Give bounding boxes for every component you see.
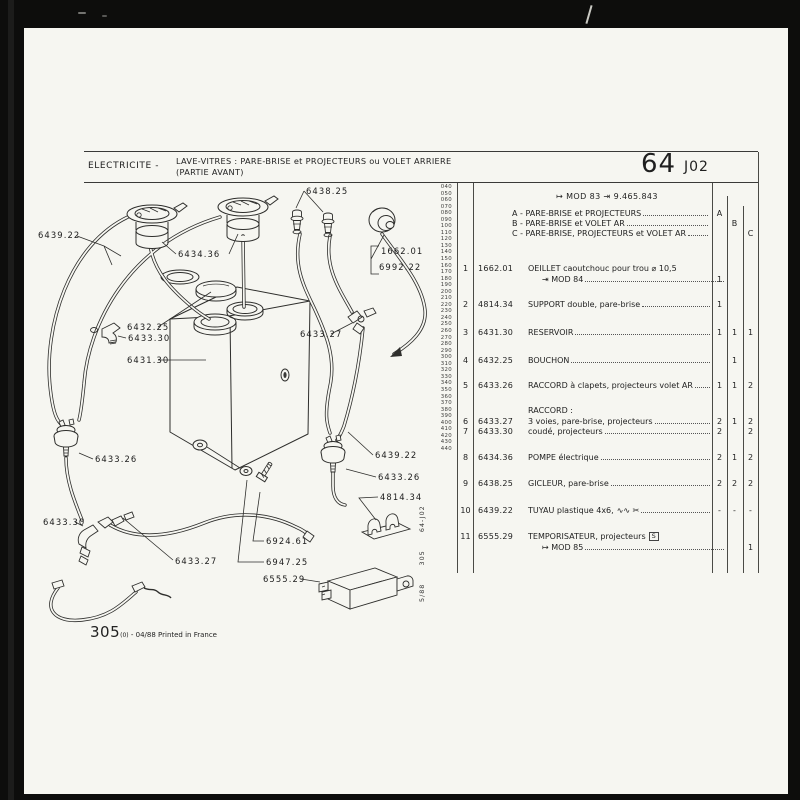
section-title: ELECTRICITE - (88, 161, 160, 171)
margin-number: 280 (440, 341, 452, 348)
film-speck (78, 12, 86, 14)
part-label: 6992.22 (379, 262, 422, 272)
mod-range: ↦ MOD 83 ⇥ 9.465.843 (556, 192, 658, 201)
doc-number: 305 (90, 623, 121, 641)
margin-number: 210 (440, 295, 452, 302)
margin-number: 440 (440, 445, 452, 452)
margin-number: 330 (440, 373, 452, 380)
part-label: 6433.30 (128, 333, 171, 343)
reservoir-part (170, 287, 310, 470)
part-label: 6432.25 (127, 322, 170, 332)
part-desc: POMPE électrique (528, 453, 599, 462)
film-scratch (585, 5, 592, 24)
row-number: 9 (462, 479, 469, 488)
washer-part (240, 467, 252, 476)
part-ref: 6434.36 (478, 453, 514, 462)
print-info: - 04/88 Printed in France (130, 631, 217, 639)
margin-number: 110 (440, 229, 452, 236)
row-number: 1 (462, 264, 469, 273)
margin-number: 300 (440, 354, 452, 361)
margin-number: 090 (440, 216, 452, 223)
margin-number: 320 (440, 367, 452, 374)
margin-number: 260 (440, 328, 452, 335)
margin-number: 400 (440, 419, 452, 426)
margin-number: 430 (440, 439, 452, 446)
part-desc: RESERVOIR (528, 328, 574, 337)
part-desc: OEILLET caoutchouc pour trou ⌀ 10,5 (528, 264, 677, 273)
part-label: 6439.22 (38, 230, 81, 240)
margin-number: 410 (440, 426, 452, 433)
doc-suffix: (0) (120, 632, 129, 639)
part-desc: TEMPORISATEUR, projecteurs (528, 532, 646, 541)
row-number: 3 (462, 328, 469, 337)
film-speck (102, 15, 107, 17)
row-number: 6 (462, 417, 469, 426)
part-label: 6431.30 (127, 355, 170, 365)
variant-a-label: A - PARE-BRISE et PROJECTEURS (512, 209, 642, 218)
col-header-c: C (747, 229, 754, 238)
valve-right (321, 435, 345, 472)
qty-c: 2 (747, 427, 754, 436)
catalog-page (24, 28, 788, 794)
margin-number: 120 (440, 236, 452, 243)
qty-c: 2 (747, 417, 754, 426)
margin-number: 200 (440, 288, 452, 295)
qty-a: 1 (716, 300, 723, 309)
margin-number: 290 (440, 347, 452, 354)
row-number: 7 (462, 427, 469, 436)
row-number: 4 (462, 356, 469, 365)
part-ref: 6433.26 (478, 381, 514, 390)
margin-number: 080 (440, 210, 452, 217)
washer-nozzle-right (322, 213, 334, 237)
part-label: 6434.36 (178, 249, 221, 259)
margin-number: 350 (440, 386, 452, 393)
part-label: 6438.25 (306, 186, 349, 196)
qty-a: - (718, 506, 721, 515)
part-label: 6555.29 (263, 574, 306, 584)
relay-part (319, 568, 413, 609)
part-ref: 6439.22 (478, 506, 514, 515)
margin-number: 230 (440, 308, 452, 315)
margin-number: 050 (440, 190, 452, 197)
direction-arrow (390, 347, 402, 357)
part-ref: 1662.01 (478, 264, 514, 273)
qty-b: 1 (731, 453, 738, 462)
margin-number: 380 (440, 406, 452, 413)
part-ref: 6433.30 (478, 427, 514, 436)
film-side-text: 5/88 305 64-J02 (418, 505, 426, 602)
film-edge (8, 0, 14, 800)
group-label: RACCORD : (528, 406, 573, 415)
margin-number: 240 (440, 314, 452, 321)
qty-b: 1 (731, 356, 738, 365)
qty-a: 1 (716, 275, 723, 284)
page-code: J02 (684, 159, 709, 175)
variant-b-label: B - PARE-BRISE et VOLET AR (512, 219, 625, 228)
valve-left (54, 419, 78, 456)
margin-number: 150 (440, 256, 452, 263)
qty-a: 1 (716, 328, 723, 337)
margin-number: 340 (440, 380, 452, 387)
qty-c: 1 (747, 543, 754, 552)
part-desc: RACCORD à clapets, projecteurs volet AR (528, 381, 693, 390)
qty-c: 1 (747, 328, 754, 337)
margin-number: 390 (440, 413, 452, 420)
qty-c: 2 (747, 479, 754, 488)
part-label: 6433.27 (175, 556, 218, 566)
exploded-diagram (24, 28, 788, 794)
qty-a: 2 (716, 427, 723, 436)
part-desc: coudé, projecteurs (528, 427, 603, 436)
part-label: 6439.22 (375, 450, 418, 460)
part-desc: TUYAU plastique 4x6, (528, 506, 614, 515)
part-ref: 6433.27 (478, 417, 514, 426)
qty-b: 1 (731, 381, 738, 390)
qty-a: 1 (716, 381, 723, 390)
margin-number: 070 (440, 203, 452, 210)
s-badge: S (649, 532, 659, 541)
col-header-b: B (731, 219, 738, 228)
part-label: 6433.30 (43, 517, 86, 527)
part-ref: 6438.25 (478, 479, 514, 488)
part-label: 6433.27 (300, 329, 343, 339)
part-ref: 6555.29 (478, 532, 514, 541)
part-desc: SUPPORT double, pare-brise (528, 300, 641, 309)
part-label: 6924.61 (266, 536, 309, 546)
row-number: 2 (462, 300, 469, 309)
part-label: 1662.01 (381, 246, 424, 256)
part-label: 4814.34 (380, 492, 423, 502)
col-header-a: A (716, 209, 723, 218)
margin-number: 100 (440, 223, 452, 230)
margin-number: 160 (440, 262, 452, 269)
margin-number: 220 (440, 301, 452, 308)
page-title-line1: LAVE-VITRES : PARE-BRISE et PROJECTEURS ou VOLET ARRIERE (176, 156, 452, 166)
qty-b: 2 (731, 479, 738, 488)
washer-nozzle-left (291, 210, 303, 234)
margin-number: 170 (440, 269, 452, 276)
variant-c-label: C - PARE-BRISE, PROJECTEURS et VOLET AR (512, 229, 687, 238)
page-number: 64 (641, 149, 677, 179)
screw-part (256, 460, 275, 482)
margin-number: 370 (440, 400, 452, 407)
row-number: 8 (462, 453, 469, 462)
margin-number: 250 (440, 321, 452, 328)
qty-c: 2 (747, 453, 754, 462)
part-ref: 6432.25 (478, 356, 514, 365)
mod-note: ⇥ MOD 84 (542, 275, 584, 284)
margin-number: 360 (440, 393, 452, 400)
pump-left (127, 203, 187, 249)
margin-number: 270 (440, 334, 452, 341)
grommet-part (369, 208, 395, 232)
part-label: 6433.26 (378, 472, 421, 482)
margin-number: 190 (440, 282, 452, 289)
qty-c: - (749, 506, 752, 515)
margin-number: 130 (440, 242, 452, 249)
margin-number: 180 (440, 275, 452, 282)
row-number: 11 (460, 532, 471, 541)
margin-number: 060 (440, 197, 452, 204)
margin-number: 420 (440, 432, 452, 439)
support-clip-part (362, 514, 410, 539)
mod-note: ↦ MOD 85 (542, 543, 584, 552)
margin-number: 140 (440, 249, 452, 256)
margin-number: 040 (440, 184, 452, 190)
page-title-line2: (PARTIE AVANT) (176, 167, 244, 177)
qty-c: 2 (747, 381, 754, 390)
row-number: 10 (460, 506, 471, 515)
qty-a: 2 (716, 479, 723, 488)
part-ref: 4814.34 (478, 300, 514, 309)
row-number: 5 (462, 381, 469, 390)
qty-b: 1 (731, 417, 738, 426)
qty-a: 2 (716, 417, 723, 426)
part-desc: BOUCHON (528, 356, 570, 365)
part-label: 6947.25 (266, 557, 309, 567)
qty-b: 1 (731, 328, 738, 337)
qty-b: - (733, 506, 736, 515)
pump-right (218, 196, 278, 242)
part-desc: 3 voies, pare-brise, projecteurs (528, 417, 653, 426)
part-label: 6433.26 (95, 454, 138, 464)
part-desc: GICLEUR, pare-brise (528, 479, 609, 488)
part-ref: 6431.30 (478, 328, 514, 337)
qty-a: 2 (716, 453, 723, 462)
coil-and-cut-icons: ∿∿ ✂ (616, 506, 640, 515)
margin-number: 310 (440, 360, 452, 367)
